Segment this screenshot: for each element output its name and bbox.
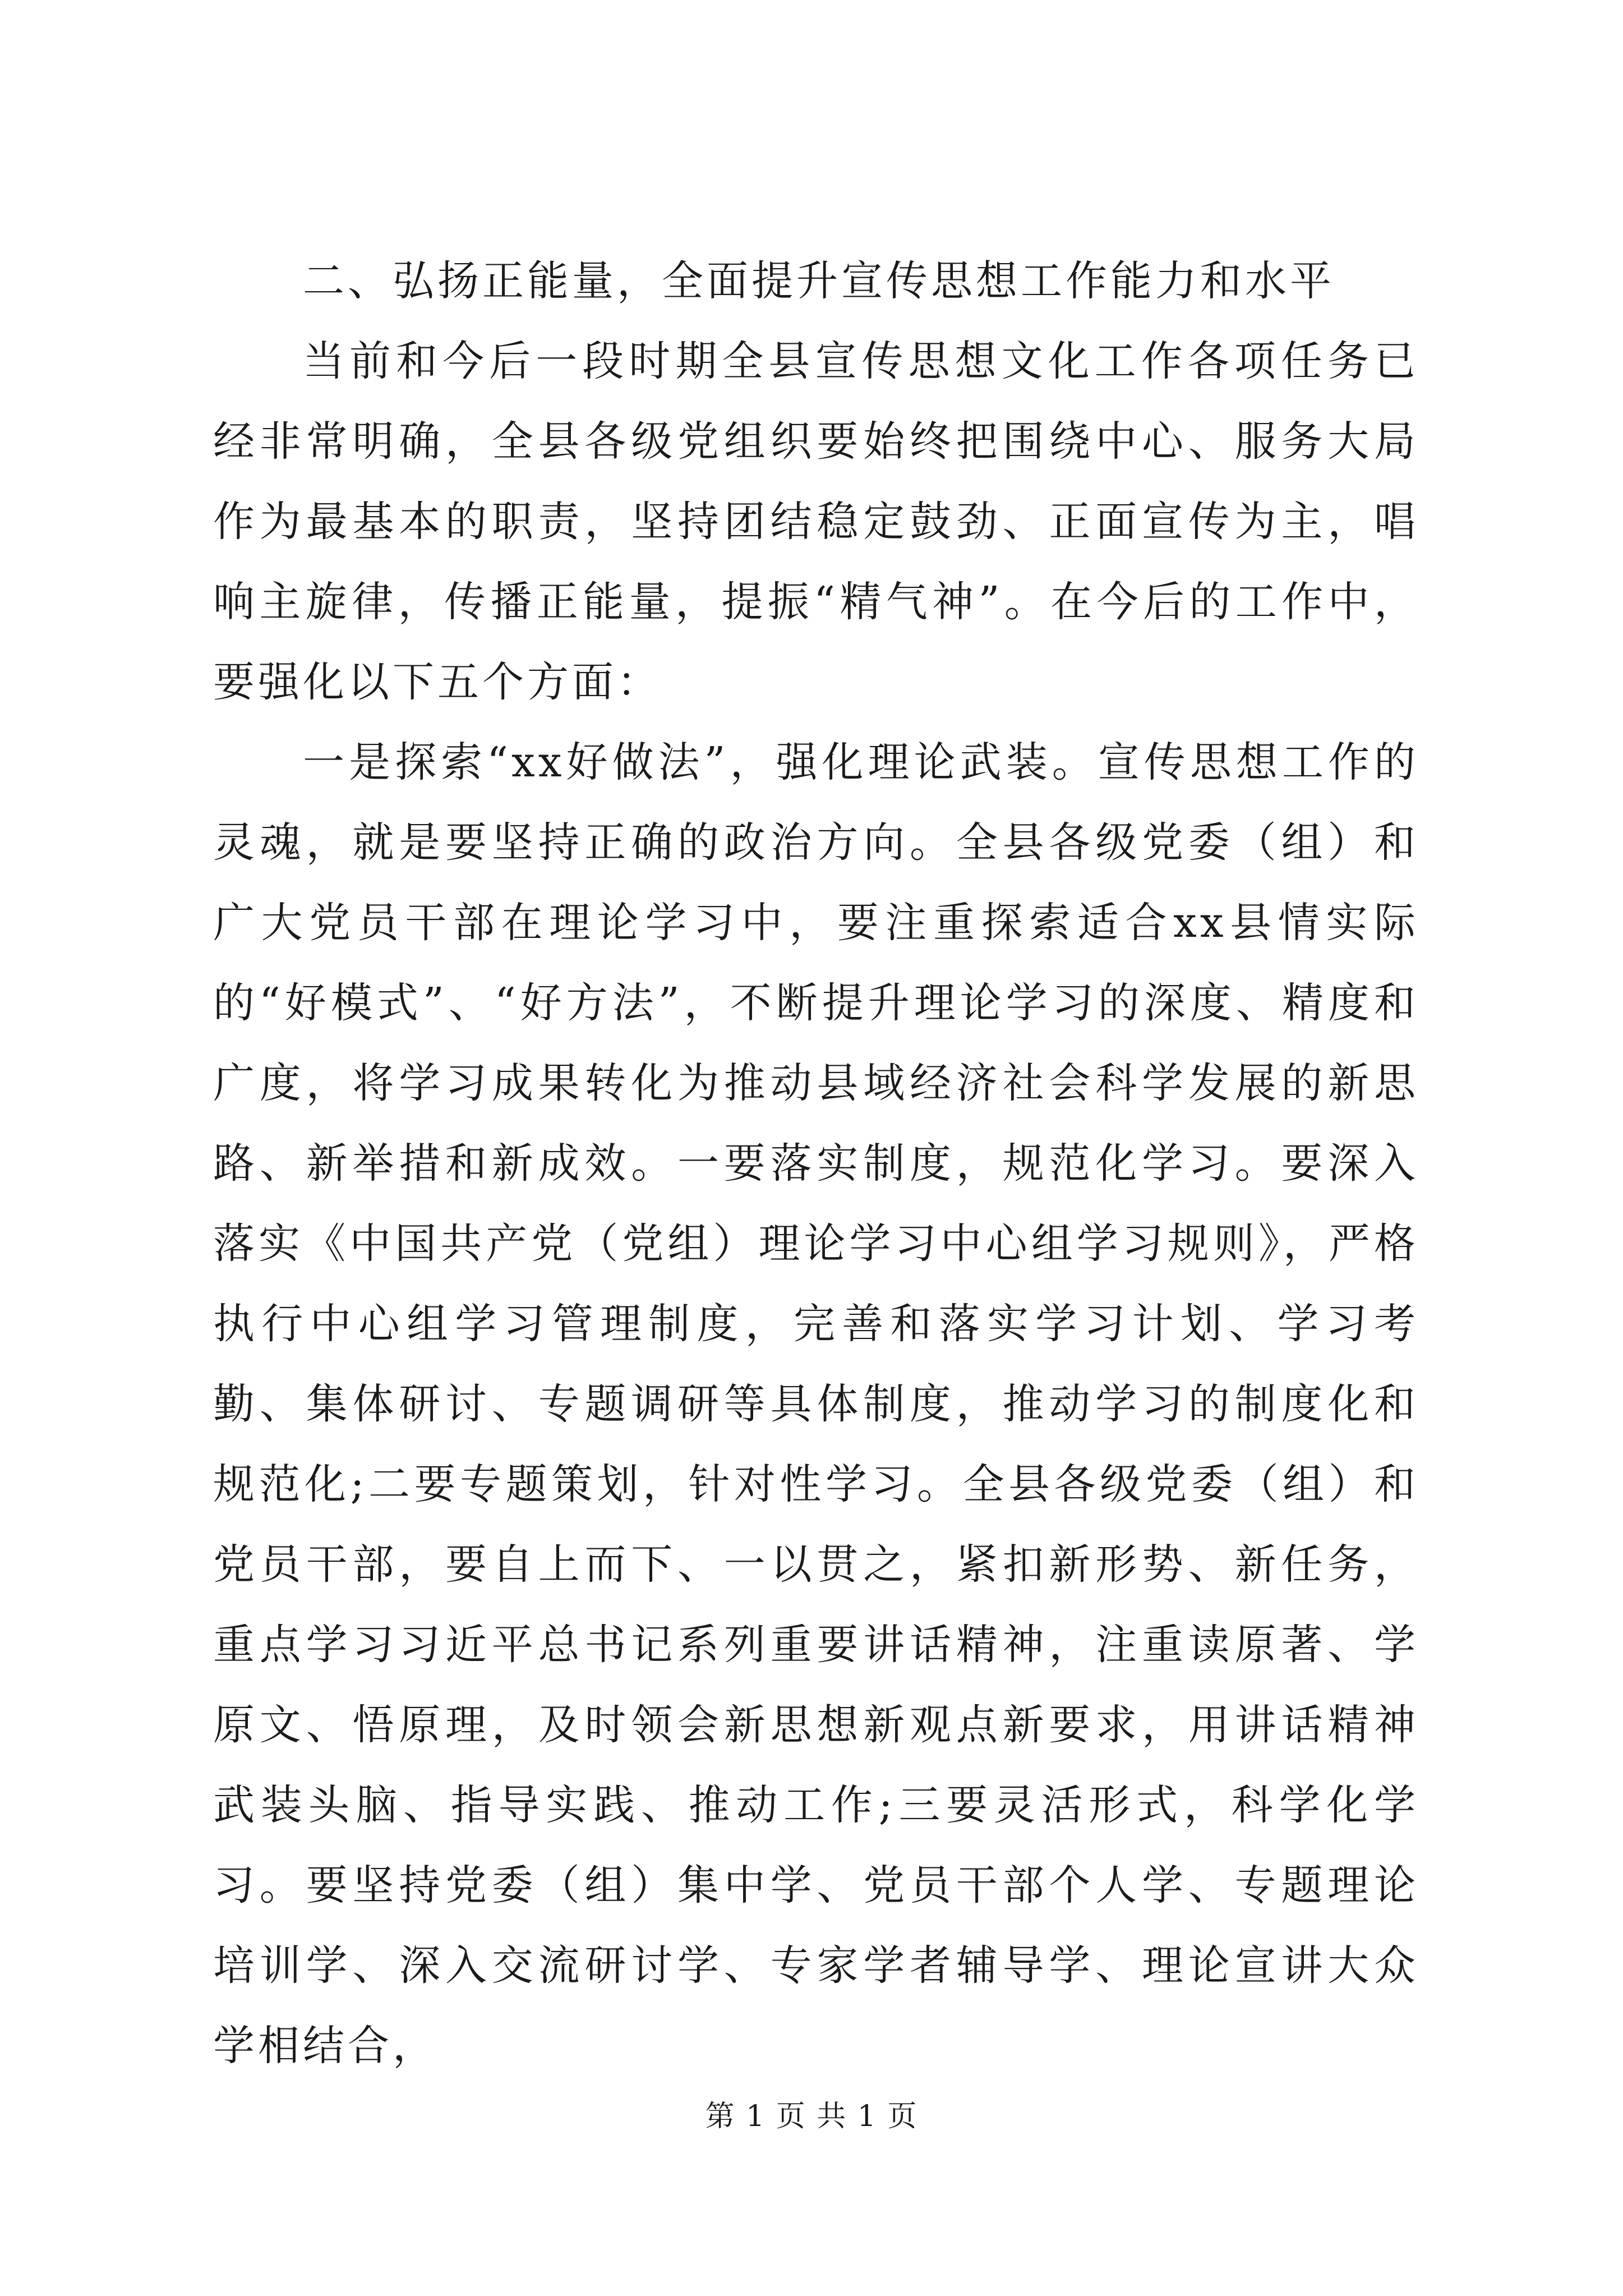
document-body bbox=[213, 241, 1419, 2086]
paragraph-intro: 当前和今后一段时期全县宣传思想文化工作各项任务已经非常明确，全县各级党组织要始终把围绕中心、服务大局作为最基本的职责，坚持团结稳定鼓劲、正面宣传为主，唱响主旋律，传播正能量，提振“精气神”。在今后的工作中，要强化以下五个方面： bbox=[213, 337, 1419, 706]
section-heading: 二、弘扬正能量，全面提升宣传思想工作能力和水平 bbox=[303, 257, 1335, 305]
paragraph-theory: 一是探索“xx好做法”，强化理论武装。宣传思想工作的灵魂，就是要坚持正确的政治方向。全县各级党委（组）和广大党员干部在理论学习中，要注重探索适合xx县情实际的“好模式”、“好方法”，不断提升理论学习的深度、精度和广度，将学习成果转化为推动县域经济社会科学发展的新思路、新举措和新成效。一要落实制度，规范化学习。要深入落实《中国共产党（党组）理论学习中心组学习规则》，严格执行中心组学习管理制度，完善和落实学习计划、学习考勤、集体研讨、专题调研等具体制度，推动学习的制度化和规范化;二要专题策划，针对性学习。全县各级党委（组）和党员干部，要自上而下、一以贯之，紧扣新形势、新任务，重点学习习近平总书记系列重要讲话精神，注重读原著、学原文、悟原理，及时领会新思想新观点新要求，用讲话精神武装头脑、指导实践、推动工作;三要灵活形式，科学化学习。要坚持党委（组）集中学、党员干部个人学、专题理论培训学、深入交流研讨学、专家学者辅导学、理论宣讲大众学相结合， bbox=[213, 738, 1419, 2070]
page-footer: 第 1 页 共 1 页 bbox=[705, 2100, 918, 2133]
